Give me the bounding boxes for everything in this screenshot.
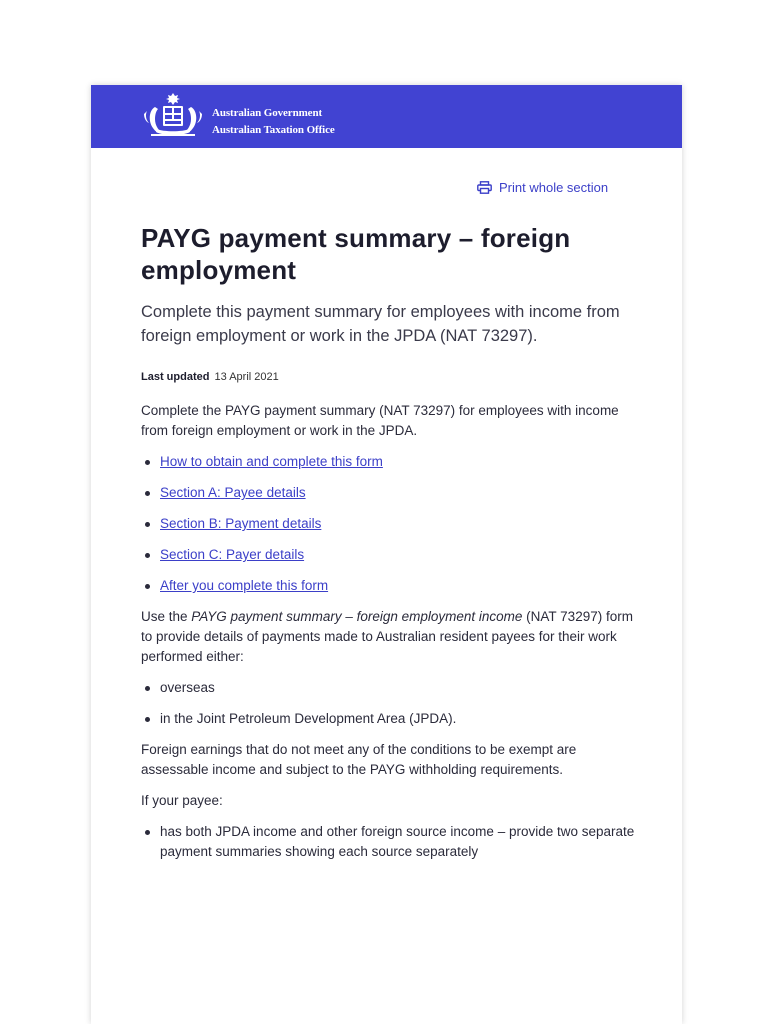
list-item bbox=[141, 545, 641, 565]
list-item: has both JPDA income and other foreign source income – provide two separate payment summaries showing each source separately bbox=[141, 822, 641, 862]
link-section-b[interactable]: Section B: Payment details bbox=[160, 516, 322, 531]
foreign-earnings-paragraph: Foreign earnings that do not meet any of the conditions to be exempt are assessable income and subject to the PAYG withholding requirements. bbox=[141, 742, 577, 777]
document-page bbox=[91, 85, 682, 1024]
list-item bbox=[141, 483, 641, 503]
payee-conditions-list bbox=[141, 822, 641, 862]
section-links-list bbox=[141, 452, 641, 596]
last-updated-label: Last updated bbox=[141, 371, 210, 383]
government-wordmark bbox=[212, 105, 335, 139]
list-item: overseas bbox=[141, 678, 641, 698]
government-line: Australian Government bbox=[212, 107, 323, 119]
link-section-a[interactable]: Section A: Payee details bbox=[160, 485, 306, 500]
main-content bbox=[141, 222, 641, 873]
coat-of-arms-logo bbox=[141, 93, 205, 139]
header-banner bbox=[91, 85, 682, 148]
work-location-list bbox=[141, 678, 641, 729]
last-updated bbox=[141, 371, 641, 383]
list-item bbox=[141, 576, 641, 596]
text-fragment: Use the bbox=[141, 609, 192, 624]
print-label: Print whole section bbox=[499, 180, 609, 195]
link-section-c[interactable]: Section C: Payer details bbox=[160, 547, 305, 562]
form-name-italic: PAYG payment summary – foreign employment income bbox=[191, 609, 523, 624]
list-item: in the Joint Petroleum Development Area (JPDA). bbox=[141, 709, 641, 729]
text-fragment: (NAT 73297) form to provide details of payments made to Australian resident payees for their work performed either: bbox=[141, 609, 633, 664]
form-usage-paragraph bbox=[141, 607, 641, 667]
list-item bbox=[141, 452, 641, 472]
printer-icon bbox=[477, 181, 492, 194]
link-after-complete[interactable]: After you complete this form bbox=[160, 578, 329, 593]
list-item bbox=[141, 514, 641, 534]
intro-paragraph: Complete the PAYG payment summary (NAT 73297) for employees with income from foreign employment or work in the JPDA. bbox=[141, 403, 619, 438]
page-title: PAYG payment summary – foreign employment bbox=[141, 223, 571, 285]
if-payee-paragraph: If your payee: bbox=[141, 793, 223, 808]
link-how-to-obtain[interactable]: How to obtain and complete this form bbox=[160, 454, 383, 469]
agency-line: Australian Taxation Office bbox=[212, 124, 335, 136]
last-updated-date: 13 April 2021 bbox=[214, 371, 279, 383]
print-whole-section-link[interactable] bbox=[477, 180, 608, 195]
lead-paragraph: Complete this payment summary for employees with income from foreign employment or work in the JPDA (NAT 73297). bbox=[141, 303, 620, 345]
